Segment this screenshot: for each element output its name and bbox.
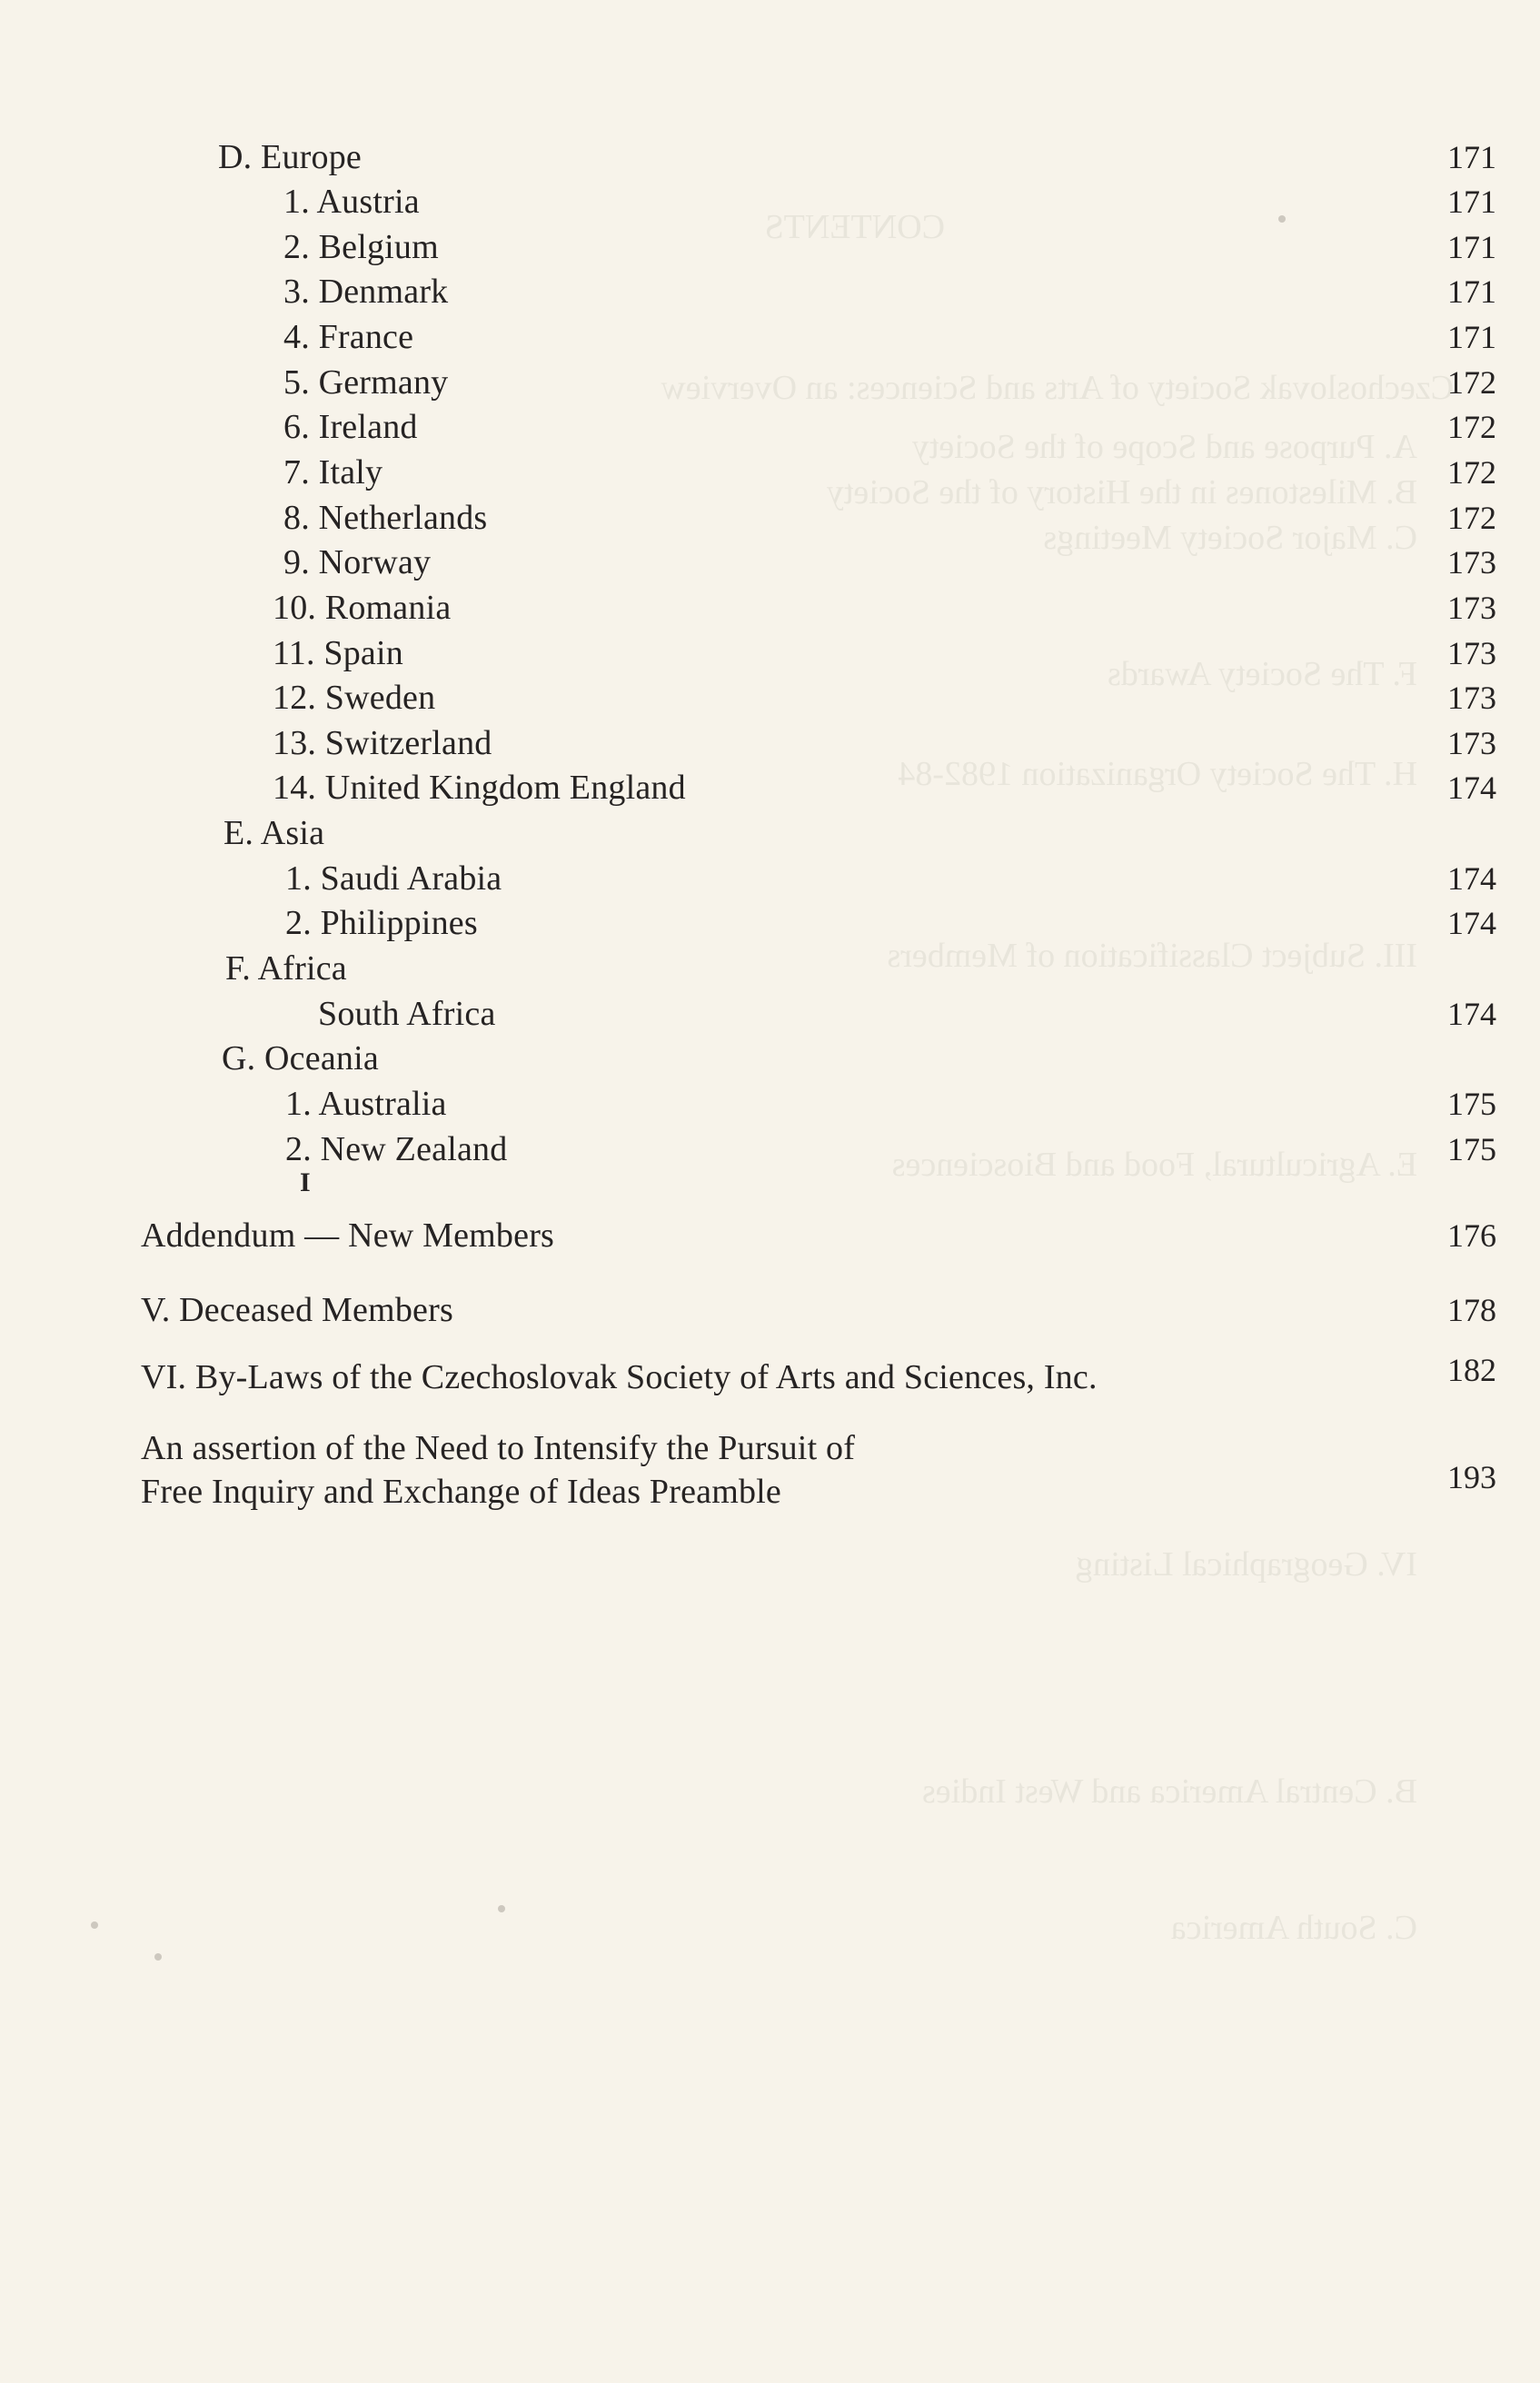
- toc-entry-france: 4. France: [283, 318, 414, 356]
- toc-entry-addendum: Addendum — New Members: [141, 1216, 555, 1255]
- paper-speck: [1278, 215, 1286, 223]
- toc-page-number: 171: [1447, 139, 1496, 175]
- toc-page-number: 173: [1447, 680, 1496, 716]
- show-through-text: F. The Society Awards: [1107, 655, 1417, 693]
- toc-entry-assertion-continued: Free Inquiry and Exchange of Ideas Preamble: [141, 1473, 781, 1511]
- toc-entry-assertion: An assertion of the Need to Intensify the Pursuit of: [141, 1429, 856, 1467]
- toc-entry-new-zealand: 2. New Zealand: [285, 1130, 508, 1168]
- show-through-text: C. Major Society Meetings: [1043, 519, 1417, 557]
- toc-entry-australia: 1. Australia: [285, 1085, 447, 1123]
- show-through-text: B. Milestones in the History of the Society: [826, 473, 1417, 511]
- toc-entry-germany: 5. Germany: [283, 363, 449, 402]
- toc-entry-denmark: 3. Denmark: [283, 273, 449, 311]
- toc-page-number: 193: [1447, 1459, 1496, 1495]
- toc-page-number: 173: [1447, 590, 1496, 626]
- paper-speck: [91, 1921, 98, 1929]
- toc-entry-saudi-arabia: 1. Saudi Arabia: [285, 859, 502, 898]
- toc-page-number: 172: [1447, 454, 1496, 491]
- toc-page-number: 171: [1447, 273, 1496, 310]
- toc-page-number: 174: [1447, 860, 1496, 897]
- toc-entry-spain: 11. Spain: [273, 634, 403, 672]
- show-through-text: III. Subject Classification of Members: [887, 937, 1417, 975]
- show-through-text: Czechoslovak Society of Arts and Sciences: an Overview: [661, 369, 1454, 407]
- toc-entry-sweden: 12. Sweden: [273, 679, 436, 717]
- show-through-text: C. South America: [1170, 1909, 1417, 1947]
- toc-page-number: 173: [1447, 544, 1496, 581]
- toc-entry-ireland: 6. Ireland: [283, 408, 418, 446]
- toc-entry-austria: 1. Austria: [283, 183, 420, 221]
- toc-section-africa: F. Africa: [225, 949, 347, 988]
- toc-entry-belgium: 2. Belgium: [283, 228, 439, 266]
- toc-page-number: 173: [1447, 725, 1496, 761]
- toc-section-deceased-members: V. Deceased Members: [141, 1291, 453, 1329]
- show-through-text: IV. Geographical Listing: [1075, 1545, 1417, 1584]
- toc-page-number: 174: [1447, 996, 1496, 1032]
- toc-page-number: 171: [1447, 319, 1496, 355]
- show-through-text: CONTENTS: [764, 208, 945, 246]
- toc-section-europe: D. Europe: [218, 138, 362, 176]
- toc-entry-philippines: 2. Philippines: [285, 904, 478, 942]
- toc-section-by-laws: VI. By-Laws of the Czechoslovak Society of Arts and Sciences, Inc.: [141, 1358, 1098, 1396]
- toc-page-number: 173: [1447, 635, 1496, 671]
- toc-page-number: 171: [1447, 184, 1496, 220]
- toc-page-number: 172: [1447, 500, 1496, 536]
- toc-entry-switzerland: 13. Switzerland: [273, 724, 492, 762]
- toc-page-number: 175: [1447, 1086, 1496, 1122]
- paper-speck: [498, 1905, 505, 1912]
- toc-page-number: 174: [1447, 770, 1496, 806]
- toc-section-oceania: G. Oceania: [222, 1039, 379, 1077]
- show-through-text: A. Purpose and Scope of the Society: [911, 428, 1417, 466]
- show-through-text: E. Agricultural, Food and Biosciences: [891, 1146, 1417, 1184]
- toc-page-number: 172: [1447, 409, 1496, 445]
- toc-section-asia: E. Asia: [224, 814, 325, 852]
- toc-entry-romania: 10. Romania: [273, 589, 452, 627]
- show-through-text: B. Central America and West Indies: [922, 1772, 1417, 1811]
- toc-page-number: 175: [1447, 1131, 1496, 1167]
- toc-page-number: 178: [1447, 1292, 1496, 1328]
- toc-entry-norway: 9. Norway: [283, 543, 432, 581]
- toc-page-number: 182: [1447, 1352, 1496, 1388]
- toc-entry-united-kingdom: 14. United Kingdom England: [273, 769, 686, 807]
- toc-entry-italy: 7. Italy: [283, 453, 383, 491]
- stray-mark: I: [300, 1167, 311, 1197]
- toc-page-number: 172: [1447, 364, 1496, 401]
- paper-speck: [154, 1953, 162, 1961]
- toc-page-number: 176: [1447, 1217, 1496, 1254]
- show-through-text: H. The Society Organization 1982-84: [898, 755, 1417, 793]
- toc-entry-south-africa: South Africa: [318, 995, 496, 1033]
- toc-entry-netherlands: 8. Netherlands: [283, 499, 488, 537]
- toc-page-number: 174: [1447, 905, 1496, 941]
- toc-page-number: 171: [1447, 229, 1496, 265]
